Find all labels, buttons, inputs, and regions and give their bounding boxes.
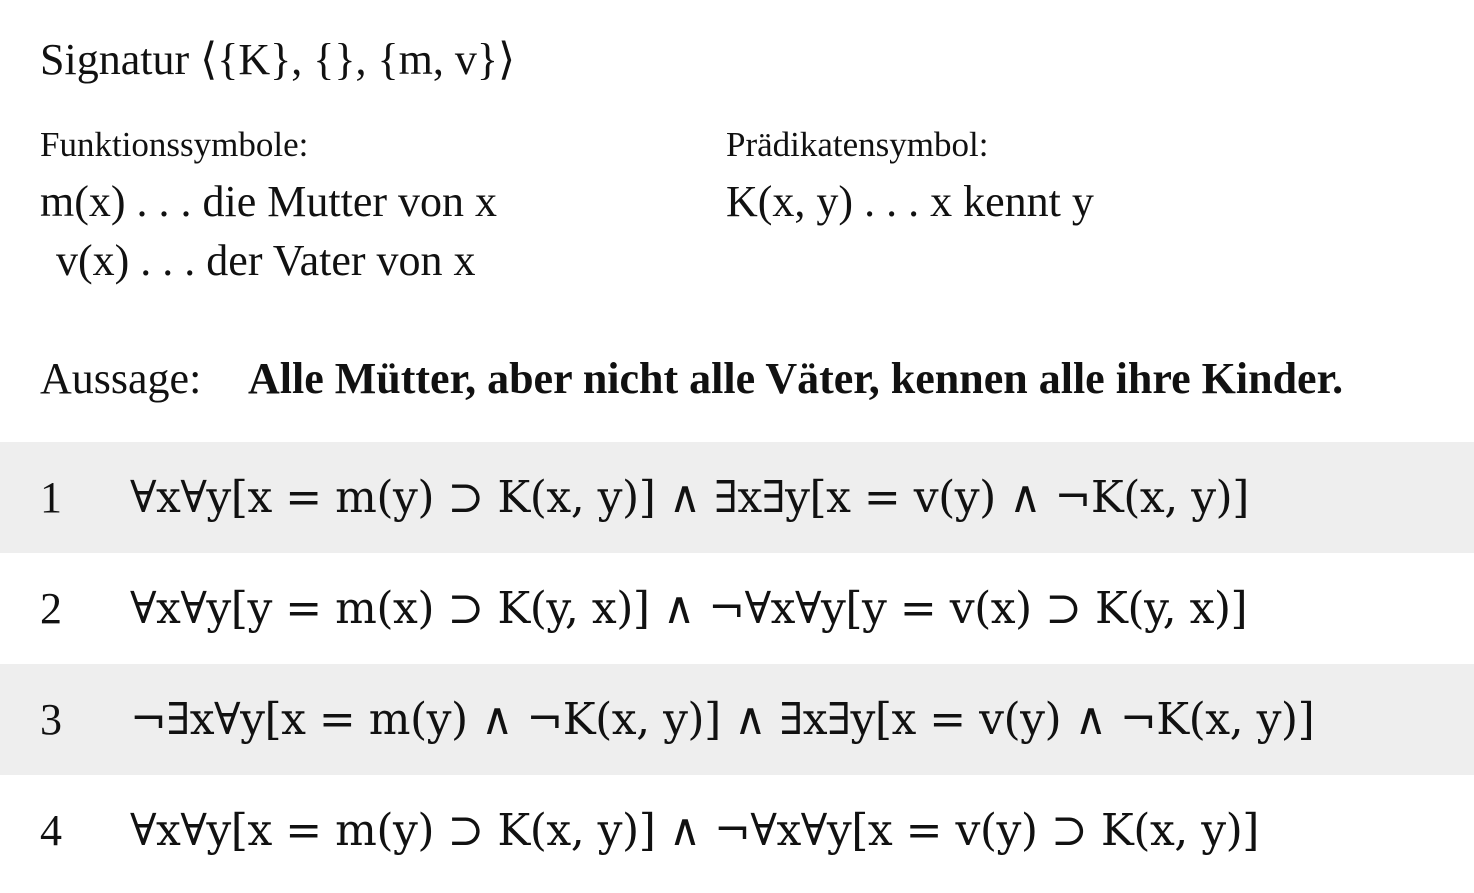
option-formula: ∀x∀y[y = m(x) ⊃ K(y, x)] ∧ ¬∀x∀y[y = v(x) ⊃ K(y, x)]: [130, 583, 1248, 634]
signature-heading: Signatur ⟨{K}, {}, {m, v}⟩: [40, 35, 516, 84]
answer-option-4[interactable]: [0, 775, 1474, 886]
function-symbols-label: Funktionssymbole:: [40, 125, 309, 164]
statement-label: Aussage:: [40, 354, 202, 403]
option-number: 1: [40, 473, 62, 522]
option-number: 4: [40, 806, 62, 855]
option-formula: ∀x∀y[x = m(y) ⊃ K(x, y)] ∧ ∃x∃y[x = v(y) ∧ ¬K(x, y)]: [130, 472, 1249, 523]
predicate-symbol-label: Prädikatensymbol:: [726, 125, 989, 164]
option-formula: ∀x∀y[x = m(y) ⊃ K(x, y)] ∧ ¬∀x∀y[x = v(y) ⊃ K(x, y)]: [130, 805, 1259, 856]
answer-option-1[interactable]: [0, 442, 1474, 553]
option-number: 3: [40, 695, 62, 744]
function-definition-father: v(x) . . . der Vater von x: [56, 236, 476, 285]
function-definition-mother: m(x) . . . die Mutter von x: [40, 177, 498, 226]
answer-option-2[interactable]: [0, 553, 1474, 664]
option-formula: ¬∃x∀y[x = m(y) ∧ ¬K(x, y)] ∧ ∃x∃y[x = v(y) ∧ ¬K(x, y)]: [130, 694, 1315, 745]
option-number: 2: [40, 584, 62, 633]
statement-text: Alle Mütter, aber nicht alle Väter, kennen alle ihre Kinder.: [248, 354, 1344, 403]
statement: [40, 352, 1343, 406]
predicate-definition-knows: K(x, y) . . . x kennt y: [726, 177, 1094, 226]
answer-option-3[interactable]: [0, 664, 1474, 775]
